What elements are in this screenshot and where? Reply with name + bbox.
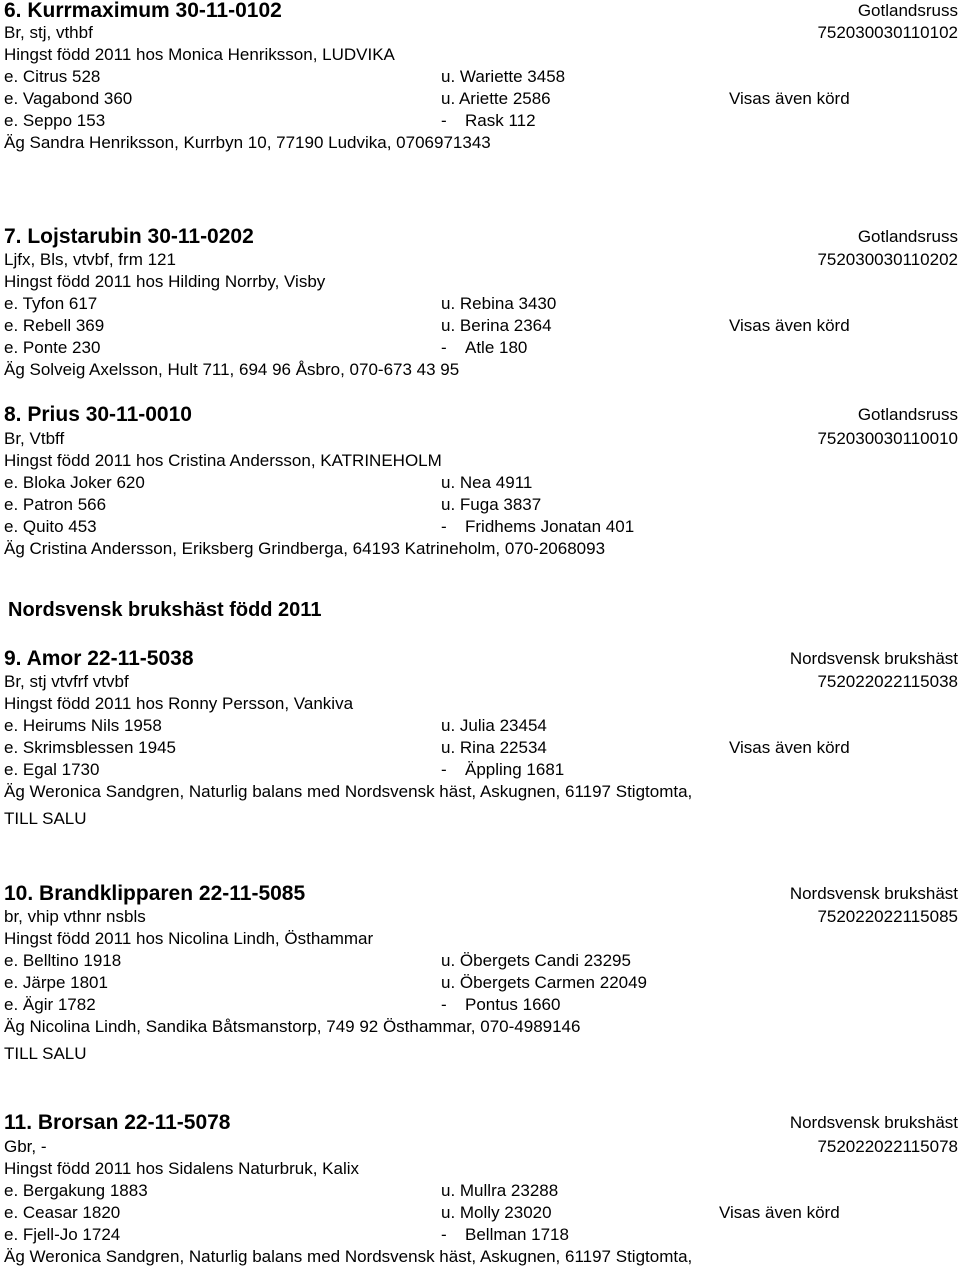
registration-number: 752022022115078 (817, 1137, 958, 1156)
dash-separator: - (441, 338, 447, 357)
color-markings: Ljfx, Bls, vtvbf, frm 121 (4, 250, 176, 269)
dam-sire: Fridhems Jonatan 401 (465, 517, 635, 536)
owner-line: Äg Weronica Sandgren, Naturlig balans med Nordsvensk häst, Askugnen, 61197 Stigtomta, (4, 782, 693, 801)
grand-sire: e. Ägir 1782 (4, 995, 96, 1014)
sire: e. Citrus 528 (4, 67, 101, 86)
sire: e. Belltino 1918 (4, 951, 122, 970)
dash-separator: - (441, 995, 447, 1014)
grand-sire: e. Seppo 153 (4, 111, 106, 130)
driven-note: Visas även körd (729, 738, 850, 757)
entry-heading: 11. Brorsan 22-11-5078 (4, 1111, 231, 1134)
breed-label: Nordsvensk brukshäst (789, 884, 958, 903)
dam: u. Mullra 23288 (441, 1181, 559, 1200)
sire-sire: e. Patron 566 (4, 495, 107, 514)
breeder-line: Hingst född 2011 hos Sidalens Naturbruk, Kalix (4, 1159, 359, 1178)
breed-label: Gotlandsruss (857, 1, 958, 20)
grand-sire: e. Ponte 230 (4, 338, 101, 357)
entry-heading: 7. Lojstarubin 30-11-0202 (4, 225, 254, 248)
owner-line: Äg Weronica Sandgren, Naturlig balans med Nordsvensk häst, Askugnen, 61197 Stigtomta, (4, 1247, 693, 1266)
color-markings: br, vhip vthnr nsbls (4, 907, 146, 926)
dam-dam: u. Berina 2364 (441, 316, 552, 335)
dam: u. Wariette 3458 (441, 67, 566, 86)
registration-number: 752030030110010 (817, 429, 958, 448)
breeder-line: Hingst född 2011 hos Ronny Persson, Vankiva (4, 694, 354, 713)
dam-sire: Atle 180 (465, 338, 528, 357)
dam: u. Julia 23454 (441, 716, 547, 735)
breed-label: Gotlandsruss (857, 405, 958, 424)
dash-separator: - (441, 1225, 447, 1244)
driven-note: Visas även körd (729, 89, 850, 108)
sire: e. Heirums Nils 1958 (4, 716, 162, 735)
grand-sire: e. Egal 1730 (4, 760, 100, 779)
sire: e. Bloka Joker 620 (4, 473, 145, 492)
sire-sire: e. Rebell 369 (4, 316, 105, 335)
driven-note: Visas även körd (729, 316, 850, 335)
grand-sire: e. Fjell-Jo 1724 (4, 1225, 121, 1244)
entry-heading: 6. Kurrmaximum 30-11-0102 (4, 0, 282, 22)
dam-sire: Äppling 1681 (465, 760, 565, 779)
color-markings: Br, stj vtvfrf vtvbf (4, 672, 129, 691)
sire: e. Bergakung 1883 (4, 1181, 148, 1200)
dam-dam: u. Öbergets Carmen 22049 (441, 973, 648, 992)
entry-heading: 8. Prius 30-11-0010 (4, 403, 192, 426)
sire-sire: e. Ceasar 1820 (4, 1203, 121, 1222)
dash-separator: - (441, 111, 447, 130)
dam-dam: u. Molly 23020 (441, 1203, 552, 1222)
dam-sire: Bellman 1718 (465, 1225, 569, 1244)
registration-number: 752022022115085 (817, 907, 958, 926)
sire: e. Tyfon 617 (4, 294, 98, 313)
entry-heading: 10. Brandklipparen 22-11-5085 (4, 882, 306, 905)
dam-dam: u. Ariette 2586 (441, 89, 551, 108)
dam-dam: u. Fuga 3837 (441, 495, 542, 514)
sire-sire: e. Vagabond 360 (4, 89, 133, 108)
breed-label: Nordsvensk brukshäst (789, 649, 958, 668)
color-markings: Gbr, - (4, 1137, 47, 1156)
grand-sire: e. Quito 453 (4, 517, 97, 536)
breeder-line: Hingst född 2011 hos Hilding Norrby, Visby (4, 272, 326, 291)
section-title: Nordsvensk brukshäst född 2011 (8, 599, 322, 621)
dam: u. Nea 4911 (441, 473, 533, 492)
registration-number: 752022022115038 (817, 672, 958, 691)
registration-number: 752030030110102 (817, 23, 958, 42)
dam-sire: Pontus 1660 (465, 995, 561, 1014)
registration-number: 752030030110202 (817, 250, 958, 269)
color-markings: Br, stj, vthbf (4, 23, 93, 42)
dam: u. Rebina 3430 (441, 294, 557, 313)
driven-note: Visas även körd (719, 1203, 840, 1222)
dash-separator: - (441, 760, 447, 779)
breeder-line: Hingst född 2011 hos Monica Henriksson, LUDVIKA (4, 45, 395, 64)
owner-line: Äg Cristina Andersson, Eriksberg Grindberga, 64193 Katrineholm, 070-2068093 (4, 539, 606, 558)
color-markings: Br, Vtbff (4, 429, 65, 448)
breeder-line: Hingst född 2011 hos Cristina Andersson, KATRINEHOLM (4, 451, 442, 470)
breed-label: Nordsvensk brukshäst (789, 1113, 958, 1132)
for-sale-label: TILL SALU (4, 809, 87, 828)
entry-heading: 9. Amor 22-11-5038 (4, 647, 194, 670)
dash-separator: - (441, 517, 447, 536)
dam-sire: Rask 112 (465, 111, 536, 130)
dam-dam: u. Rina 22534 (441, 738, 547, 757)
breed-label: Gotlandsruss (857, 227, 958, 246)
sire-sire: e. Järpe 1801 (4, 973, 108, 992)
breeder-line: Hingst född 2011 hos Nicolina Lindh, Östhammar (4, 929, 374, 948)
owner-line: Äg Sandra Henriksson, Kurrbyn 10, 77190 Ludvika, 0706971343 (4, 133, 491, 152)
sire-sire: e. Skrimsblessen 1945 (4, 738, 176, 757)
owner-line: Äg Solveig Axelsson, Hult 711, 694 96 Åsbro, 070-673 43 95 (4, 360, 460, 379)
dam: u. Öbergets Candi 23295 (441, 951, 631, 970)
for-sale-label: TILL SALU (4, 1044, 87, 1063)
owner-line: Äg Nicolina Lindh, Sandika Båtsmanstorp, 749 92 Östhammar, 070-4989146 (4, 1017, 581, 1036)
